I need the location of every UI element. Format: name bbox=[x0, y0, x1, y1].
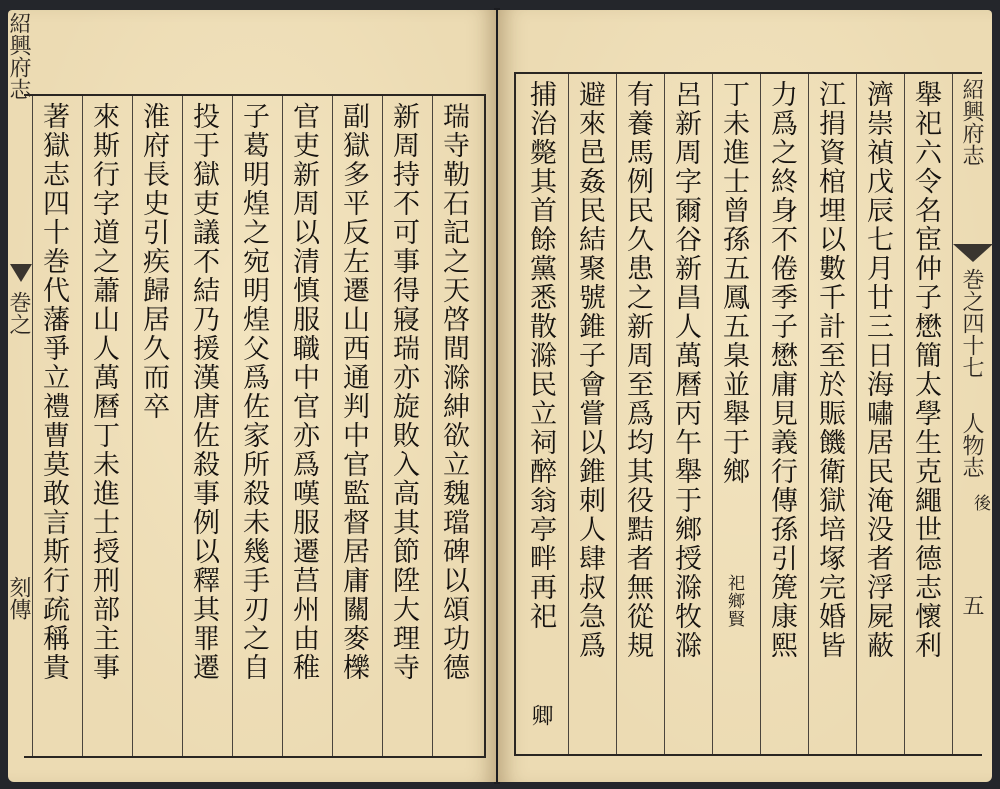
small-annotation: 祀鄉賢 bbox=[724, 574, 744, 628]
column-text: 淮府長史引疾歸居久而卒 bbox=[138, 102, 169, 421]
right-spine-chapter: 巻之四十七 bbox=[959, 268, 984, 378]
column-text: 子葛明煌之宛明煌父爲佐家所殺未幾手刃之自 bbox=[238, 102, 269, 682]
right-page-spine bbox=[952, 74, 993, 754]
text-column bbox=[520, 74, 560, 754]
text-column bbox=[856, 74, 897, 754]
column-text: 江捐資棺埋以數千計至於賑饑衛獄培塚完婚皆 bbox=[814, 80, 845, 660]
column-text: 避來邑姦民結聚號錐子會嘗以錐刺人肆叔急爲 bbox=[574, 80, 605, 660]
left-page-frame bbox=[6, 12, 486, 758]
column-text: 舉祀六令名宦仲子懋簡太學生克繩世德志懷利 bbox=[910, 80, 941, 660]
text-column bbox=[32, 96, 73, 756]
text-column bbox=[82, 96, 123, 756]
fish-tail-mark bbox=[953, 244, 993, 262]
text-column bbox=[182, 96, 223, 756]
column-text: 呂新周字爾谷新昌人萬曆丙午舉于鄉授滁牧滁 bbox=[670, 80, 701, 660]
right-page bbox=[498, 10, 992, 782]
text-column bbox=[332, 96, 373, 756]
text-column bbox=[904, 74, 945, 754]
left-page bbox=[8, 10, 496, 782]
text-column bbox=[282, 96, 323, 756]
text-column bbox=[132, 96, 173, 756]
column-tail-note: 卿 bbox=[528, 704, 553, 728]
text-column bbox=[808, 74, 849, 754]
column-text: 丁未進士曾孫五鳳五臬並舉于鄉 bbox=[718, 80, 749, 486]
text-column bbox=[712, 74, 753, 754]
right-spine-section: 人物志 bbox=[959, 412, 984, 478]
column-text: 官吏新周以清慎服職中官亦爲嘆服遷莒州由稚 bbox=[288, 102, 319, 682]
text-column bbox=[568, 74, 609, 754]
text-column bbox=[760, 74, 801, 754]
text-column bbox=[432, 96, 473, 756]
right-page-frame bbox=[514, 72, 990, 756]
left-spine-title: 紹興府志 bbox=[6, 12, 31, 100]
text-column bbox=[616, 74, 657, 754]
column-text: 副獄多平反左遷山西通判中官監督居庸關麥櫟 bbox=[338, 102, 369, 682]
right-spine-section-tail: 後 bbox=[970, 494, 990, 512]
column-text: 力爲之終身不倦季子懋庸見義行傳孫引箎康熙 bbox=[766, 80, 797, 660]
column-text: 投于獄吏議不結乃援漢唐佐殺事例以釋其罪遷 bbox=[188, 102, 219, 682]
column-text: 新周持不可事得寢瑞亦旋敗入高其節陞大理寺 bbox=[388, 102, 419, 682]
column-text: 著獄志四十巻代藩爭立禮曹莫敢言斯行疏稱貴 bbox=[38, 102, 69, 682]
column-text: 來斯行字道之蕭山人萬曆丁未進士授刑部主事 bbox=[88, 102, 119, 682]
text-column bbox=[664, 74, 705, 754]
right-spine-title: 紹興府志 bbox=[959, 78, 984, 166]
fish-tail-mark bbox=[10, 264, 32, 282]
left-page-spine bbox=[6, 12, 33, 756]
column-text: 捕治斃其首餘黨悉散滁民立祠醉翁亭畔再祀 bbox=[525, 80, 556, 631]
column-text: 瑞寺勒石記之天啓間滁紳欲立魏璫碑以頌功德 bbox=[438, 102, 469, 682]
text-column bbox=[232, 96, 273, 756]
left-spine-fragment-top: 巻之 bbox=[6, 291, 31, 335]
left-spine-fragment-bottom: 刻傳 bbox=[6, 576, 31, 620]
column-text: 有養馬例民久患之新周至爲均其役黠者無從規 bbox=[622, 80, 653, 660]
right-spine-page-number: 五 bbox=[959, 594, 984, 616]
column-text: 濟崇禎戊辰七月廿三日海嘯居民淹没者浮屍蔽 bbox=[862, 80, 893, 660]
text-column bbox=[382, 96, 423, 756]
